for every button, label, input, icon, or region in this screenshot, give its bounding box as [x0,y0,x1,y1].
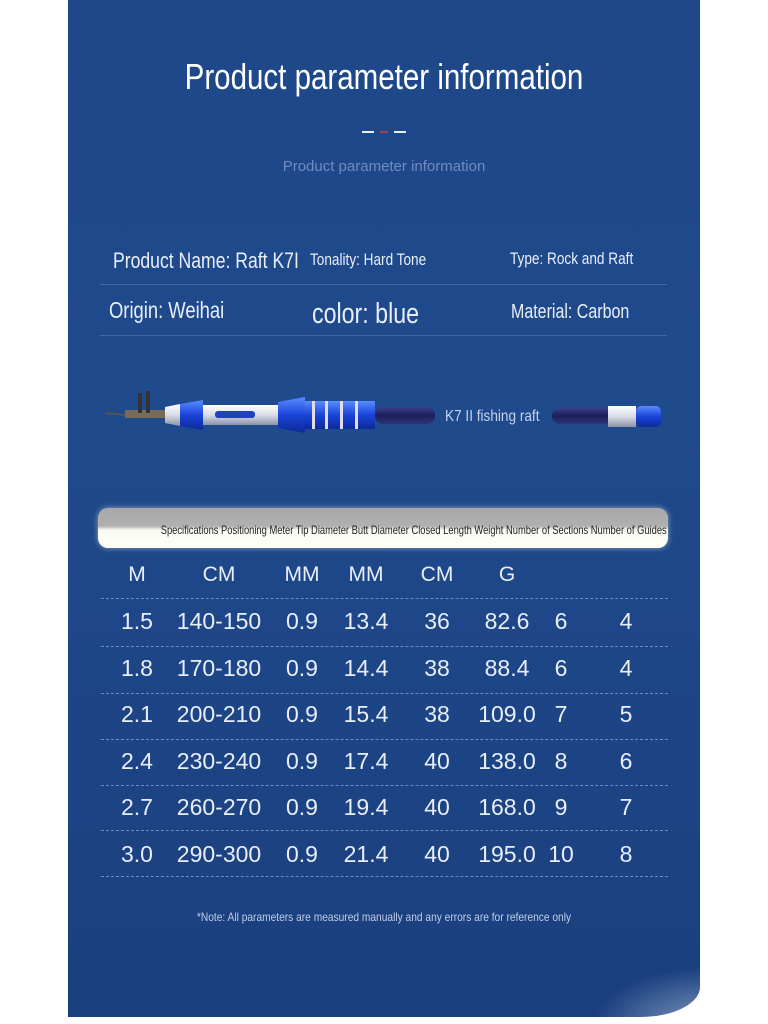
unit-cell: CM [202,563,236,586]
table-cell: 0.9 [286,608,318,634]
table-cell: 0.9 [286,841,318,867]
table-cell: 5 [619,701,633,727]
table-cell: 260-270 [176,794,262,820]
table-row [0,841,768,871]
table-cell: 8 [554,748,568,774]
table-cell: 0.9 [286,794,318,820]
dashed-divider [101,785,668,786]
fishing-rod-image [100,385,670,455]
dashed-divider [101,739,668,740]
table-cell: 290-300 [176,841,262,867]
table-cell: 0.9 [286,701,318,727]
table-cell: 109.0 [478,701,536,727]
table-cell: 138.0 [478,748,536,774]
unit-cell: CM [420,563,454,586]
table-cell: 8 [619,841,633,867]
table-row [0,701,768,731]
unit-cell: MM [284,563,320,586]
table-cell: 7 [619,794,633,820]
dashed-divider [101,646,668,647]
table-cell: 40 [424,794,450,820]
unit-cell: G [498,563,516,586]
table-cell: 21.4 [343,841,389,867]
spec-header-text: Specifications Positioning Meter Tip Diameter Butt Diameter Closed Length Weight Number of Sections Number of Guides [160,523,667,537]
material: Material: Carbon [511,301,630,323]
spec-header-bar [98,508,668,548]
table-cell: 17.4 [343,748,389,774]
table-cell: 195.0 [478,841,536,867]
units-row [0,563,768,593]
product-name: Product Name: Raft K7I [113,248,299,273]
divider [100,284,667,285]
table-row [0,608,768,638]
table-row [0,748,768,778]
unit-cell: MM [348,563,384,586]
divider-decoration [362,131,374,133]
page-title: Product parameter information [184,56,584,97]
table-cell: 6 [619,748,633,774]
unit-cell: M [128,563,146,586]
page-subtitle: Product parameter information [282,158,486,175]
table-cell: 82.6 [484,608,530,634]
dashed-divider [101,876,668,877]
dashed-divider [101,598,668,599]
table-cell: 38 [424,701,450,727]
table-cell: 0.9 [286,655,318,681]
note: *Note: All parameters are measured manually and any errors are for reference only [196,910,572,924]
dashed-divider [101,693,668,694]
table-cell: 10 [548,841,574,867]
table-cell: 36 [424,608,450,634]
table-cell: 15.4 [343,701,389,727]
table-cell: 14.4 [343,655,389,681]
table-cell: 4 [619,655,633,681]
table-cell: 38 [424,655,450,681]
table-cell: 168.0 [478,794,536,820]
origin: Origin: Weihai [109,297,225,323]
table-cell: 3.0 [121,841,153,867]
table-cell: 4 [619,608,633,634]
table-cell: 6 [554,655,568,681]
table-row [0,794,768,824]
table-cell: 230-240 [176,748,262,774]
table-cell: 1.8 [121,655,153,681]
divider-decoration [394,131,406,133]
color: color: blue [312,298,420,330]
table-cell: 9 [554,794,568,820]
table-cell: 2.7 [121,794,153,820]
table-cell: 200-210 [176,701,262,727]
table-cell: 140-150 [176,608,262,634]
table-row [0,655,768,685]
table-cell: 40 [424,748,450,774]
table-cell: 40 [424,841,450,867]
table-cell: 13.4 [343,608,389,634]
rod-label: K7 II fishing raft [445,408,540,425]
table-cell: 2.4 [121,748,153,774]
dashed-divider [101,830,668,831]
table-cell: 6 [554,608,568,634]
table-cell: 7 [554,701,568,727]
tonality: Tonality: Hard Tone [310,250,427,269]
table-cell: 88.4 [484,655,530,681]
table-cell: 170-180 [176,655,262,681]
type: Type: Rock and Raft [510,249,634,268]
table-cell: 2.1 [121,701,153,727]
divider-decoration [380,131,388,133]
table-cell: 0.9 [286,748,318,774]
table-cell: 1.5 [121,608,153,634]
divider [100,335,667,336]
table-cell: 19.4 [343,794,389,820]
